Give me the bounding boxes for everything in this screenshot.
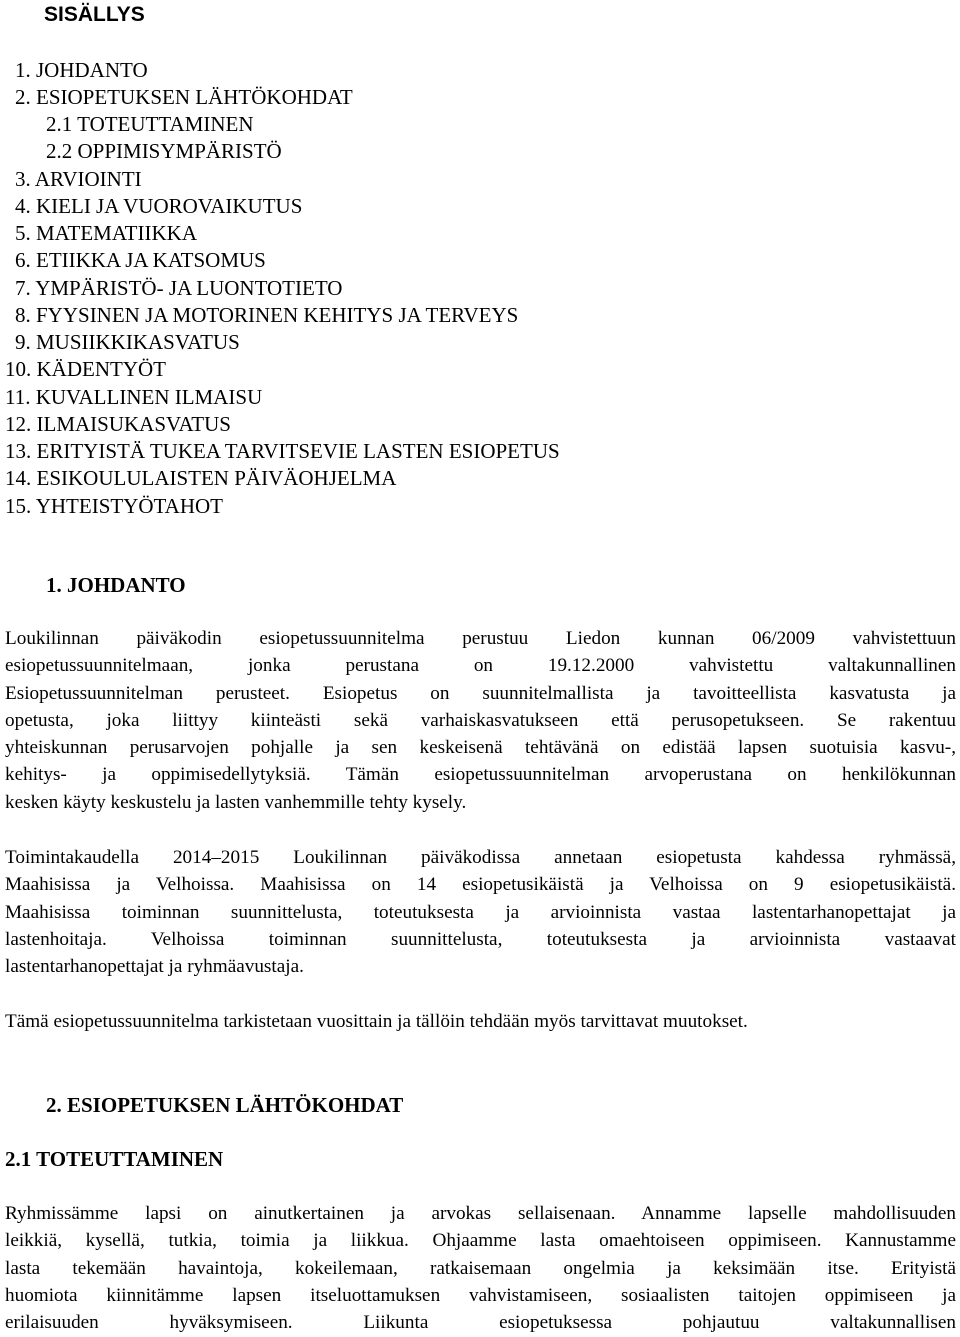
text-line: leikkiä, kysellä, tutkia, toimia ja liikkua. Ohjaamme lasta omaehtoiseen oppimiseen. Kannustamme bbox=[5, 1230, 956, 1252]
text-line: yhteiskunnan perusarvojen pohjalle ja sen keskeisenä tehtävänä on edistää lapsen suotuisia kasvu-, bbox=[5, 737, 956, 759]
toc-item: 5. MATEMATIIKKA bbox=[15, 221, 197, 245]
toc-item: 2.1 TOTEUTTAMINEN bbox=[46, 112, 254, 136]
text-line: Loukilinnan päiväkodin esiopetussuunnitelma perustuu Liedon kunnan 06/2009 vahvistettuun bbox=[5, 628, 956, 649]
text-line: erilaisuuden hyväksymiseen. Liikunta esiopetuksessa pohjautuu valtakunnallisen bbox=[5, 1312, 956, 1334]
toc-item: 4. KIELI JA VUOROVAIKUTUS bbox=[15, 194, 303, 218]
review-paragraph bbox=[5, 1008, 956, 1035]
text-line: Toimintakaudella 2014–2015 Loukilinnan päiväkodissa annetaan esiopetusta kahdessa ryhmässä, bbox=[5, 847, 956, 868]
text-line: Tämä esiopetussuunnitelma tarkistetaan vuosittain ja tällöin tehdään myös tarvittavat muutokset. bbox=[5, 1011, 748, 1032]
text-line: Maahisissa toiminnan suunnittelusta, toteutuksesta ja arvioinnista vastaa lastentarhanopettajat ja bbox=[5, 901, 956, 923]
text-line: lastentarhanopettajat ja ryhmäavustaja. bbox=[5, 956, 304, 978]
text-line: kesken käyty keskustelu ja lasten vanhemmille tehty kysely. bbox=[5, 791, 467, 813]
subsection-heading-toteuttaminen: 2.1 TOTEUTTAMINEN bbox=[5, 1147, 224, 1171]
text-line: kehitys- ja oppimisedellytyksiä. Tämän esiopetussuunnitelman arvoperustana on henkilökunnan bbox=[5, 764, 956, 786]
toc-item: 8. FYYSINEN JA MOTORINEN KEHITYS JA TERVEYS bbox=[15, 303, 519, 327]
text-line: Esiopetussuunnitelman perusteet. Esiopetus on suunnitelmallista ja tavoitteellista kasvatusta ja bbox=[5, 682, 956, 704]
toc-item: 9. MUSIIKKIKASVATUS bbox=[15, 330, 240, 354]
toc-item: 13. ERITYISTÄ TUKEA TARVITSEVIE LASTEN ESIOPETUS bbox=[5, 439, 560, 463]
toc-item: 10. KÄDENTYÖT bbox=[5, 357, 166, 381]
toc-item: 2. ESIOPETUKSEN LÄHTÖKOHDAT bbox=[15, 85, 353, 109]
section-heading-lahtokohdat: 2. ESIOPETUKSEN LÄHTÖKOHDAT bbox=[46, 1093, 404, 1117]
toc-item: 15. YHTEISTYÖTAHOT bbox=[5, 494, 224, 518]
toc-title: SISÄLLYS bbox=[44, 3, 145, 26]
toc-item: 1. JOHDANTO bbox=[15, 58, 148, 82]
toc-item: 11. KUVALLINEN ILMAISU bbox=[5, 385, 263, 409]
text-line: lastenhoitaja. Velhoissa toiminnan suunnittelusta, toteutuksesta ja arvioinnista vastaavat bbox=[5, 928, 956, 950]
toc-item: 2.2 OPPIMISYMPÄRISTÖ bbox=[46, 139, 282, 163]
text-line: opetusta, joka liittyy kiinteästi sekä varhaiskasvatukseen että perusopetukseen. Se rakentuu bbox=[5, 709, 956, 731]
toc-item: 7. YMPÄRISTÖ- JA LUONTOTIETO bbox=[15, 276, 343, 300]
text-line: Ryhmissämme lapsi on ainutkertainen ja arvokas sellaisenaan. Annamme lapselle mahdollisuuden bbox=[5, 1203, 956, 1224]
implementation-paragraph bbox=[5, 1200, 956, 1336]
section-heading-johdanto: 1. JOHDANTO bbox=[46, 573, 186, 597]
toc-item: 14. ESIKOULULAISTEN PÄIVÄOHJELMA bbox=[5, 466, 397, 490]
toc-item: 6. ETIIKKA JA KATSOMUS bbox=[15, 248, 266, 272]
text-line: esiopetussuunnitelmaan, jonka perustana on 19.12.2000 vahvistettu valtakunnallinen bbox=[5, 655, 956, 677]
text-line: Maahisissa ja Velhoissa. Maahisissa on 14 esiopetusikäistä ja Velhoissa on 9 esiopetusikäistä. bbox=[5, 874, 956, 896]
toc-item: 12. ILMAISUKASVATUS bbox=[5, 412, 231, 436]
intro-paragraph bbox=[5, 625, 956, 816]
text-line: lasta tekemään havaintoja, kokeilemaan, ratkaisemaan ongelmia ja keksimään itse. Erityistä bbox=[5, 1257, 956, 1279]
season-paragraph bbox=[5, 844, 956, 980]
toc-item: 3. ARVIOINTI bbox=[15, 167, 142, 191]
text-line: huomiota kiinnitämme lapsen itseluottamuksen vahvistamiseen, sosiaalisten taitojen oppimiseen ja bbox=[5, 1284, 956, 1306]
